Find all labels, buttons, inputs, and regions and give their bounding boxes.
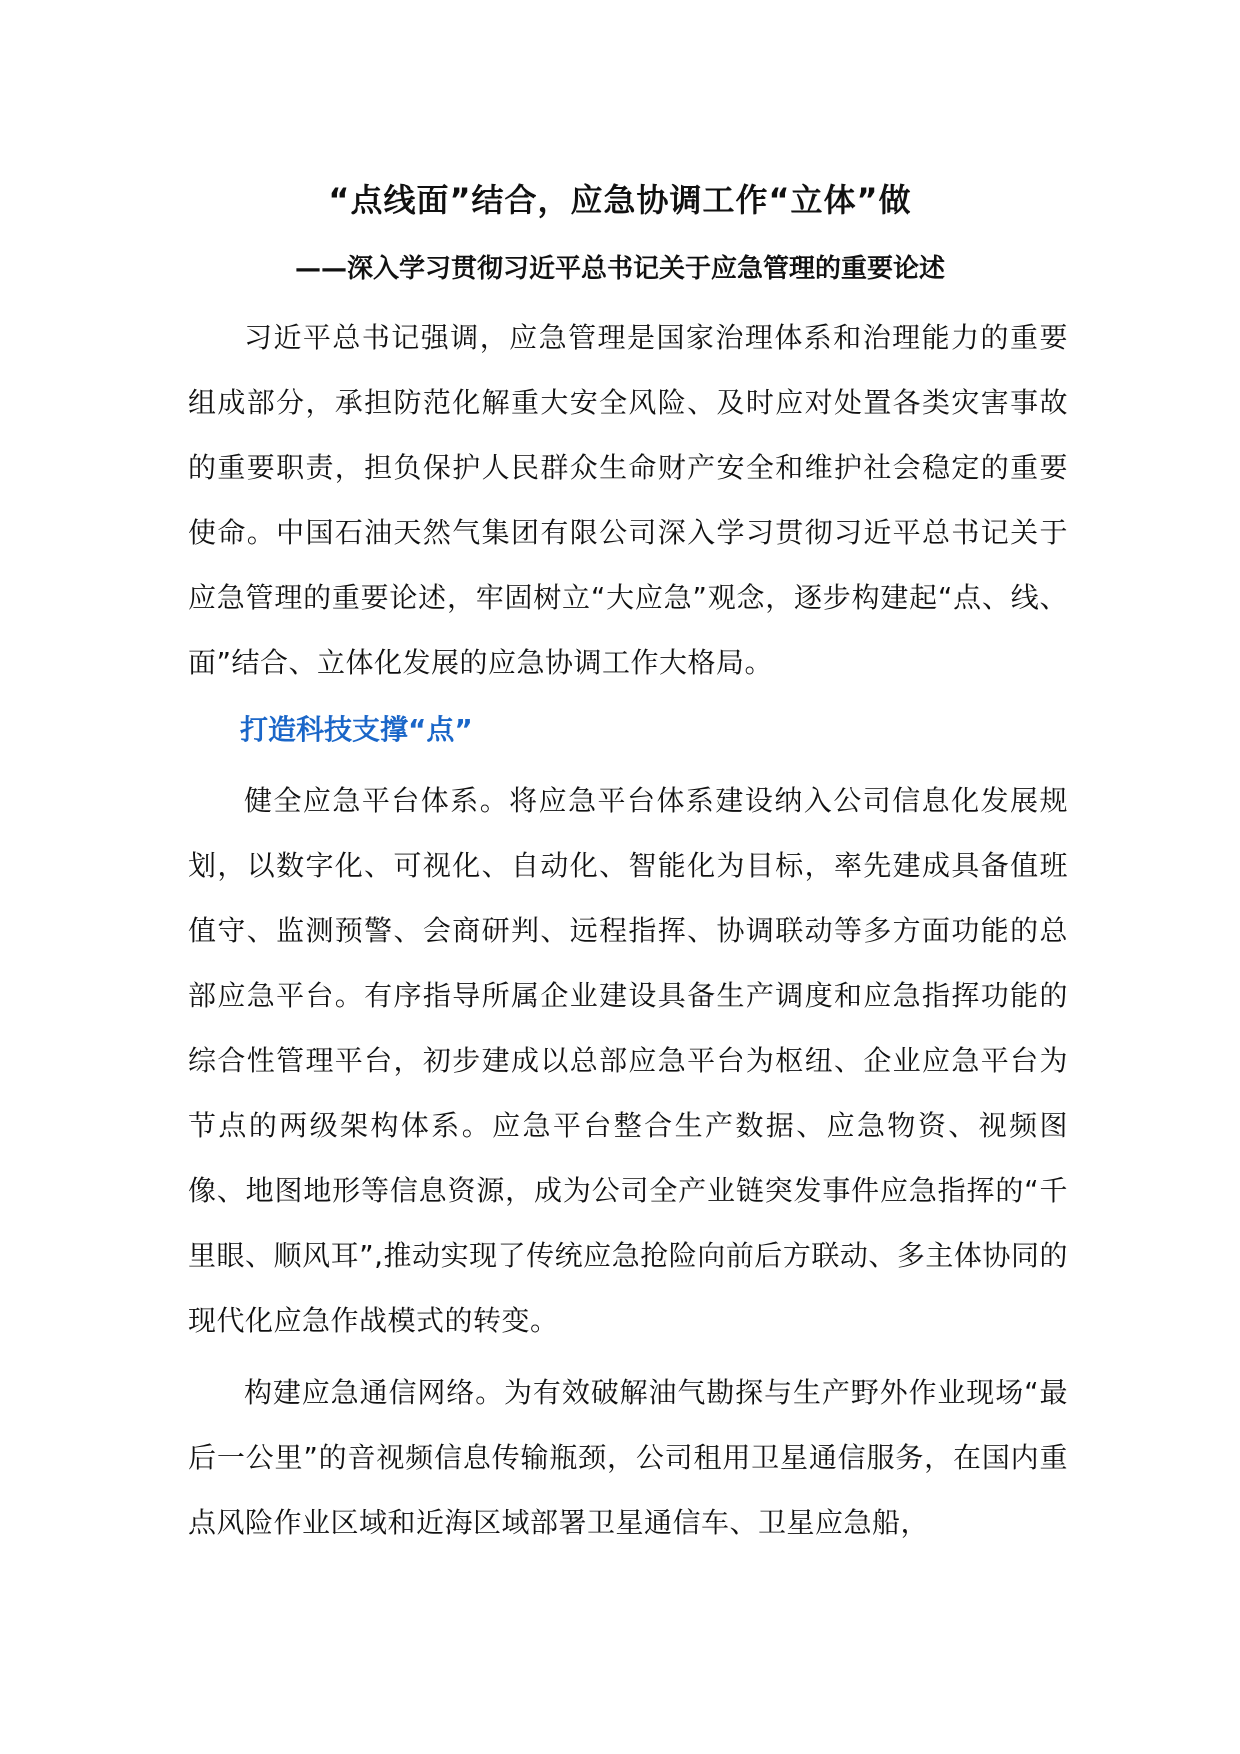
platform-paragraph: 健全应急平台体系。将应急平台体系建设纳入公司信息化发展规划，以数字化、可视化、自动化、智能化为目标，率先建成具备值班值守、监测预警、会商研判、远程指挥、协调联动等多方面功能的总部应急平台。有序指导所属企业建设具备生产调度和应急指挥功能的综合性管理平台，初步建成以总部应急平台为枢纽、企业应急平台为节点的两级架构体系。应急平台整合生产数据、应急物资、视频图像、地图地形等信息资源，成为公司全产业链突发事件应急指挥的“千里眼、顺风耳”,推动实现了传统应急抢险向前后方联动、多主体协同的现代化应急作战模式的转变。 bbox=[188, 784, 1068, 1337]
network-paragraph: 构建应急通信网络。为有效破解油气勘探与生产野外作业现场“最后一公里”的音视频信息传输瓶颈，公司租用卫星通信服务，在国内重点风险作业区域和近海区域部署卫星通信车、卫星应急船， bbox=[188, 1376, 1068, 1539]
intro-paragraph: 习近平总书记强调，应急管理是国家治理体系和治理能力的重要组成部分，承担防范化解重大安全风险、及时应对处置各类灾害事故的重要职责，担负保护人民群众生命财产安全和维护社会稳定的重要使命。中国石油天然气集团有限公司深入学习贯彻习近平总书记关于应急管理的重要论述，牢固树立“大应急”观念，逐步构建起“点、线、面”结合、立体化发展的应急协调工作大格局。 bbox=[188, 321, 1068, 679]
document-title: “点线面”结合，应急协调工作“立体”做 bbox=[328, 181, 912, 219]
section-heading: 打造科技支撑“点” bbox=[240, 713, 473, 746]
document-subtitle: ——深入学习贯彻习近平总书记关于应急管理的重要论述 bbox=[294, 254, 945, 284]
